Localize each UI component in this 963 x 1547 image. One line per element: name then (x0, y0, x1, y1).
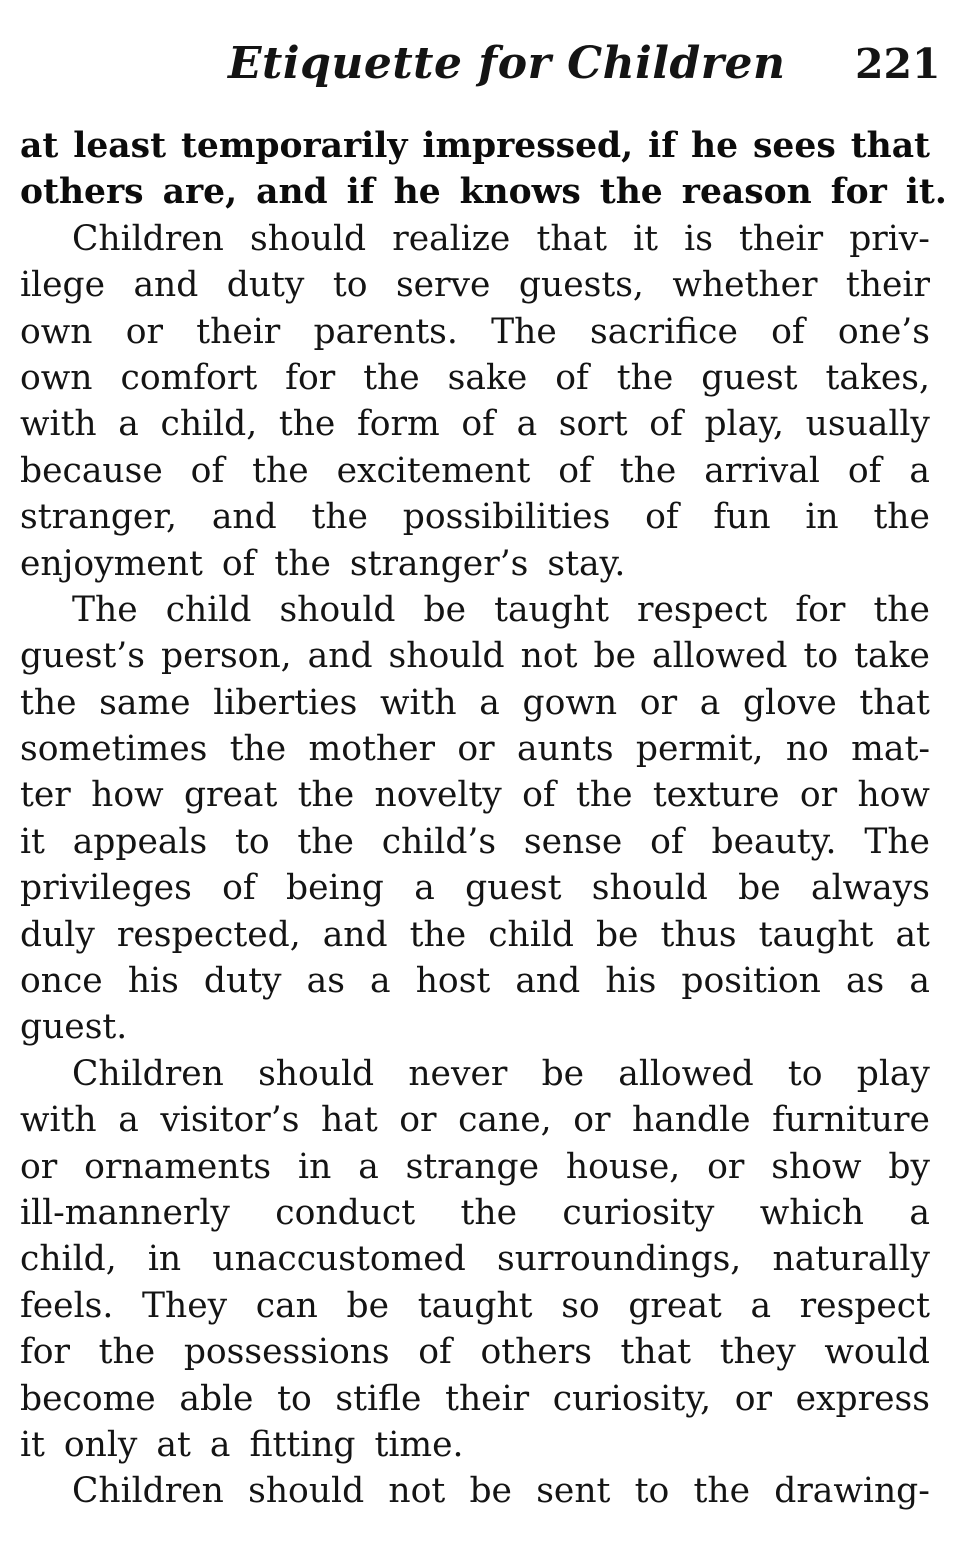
word: child (165, 589, 252, 630)
word: allowed (618, 1053, 754, 1094)
word: be (423, 589, 467, 630)
word: realize (392, 218, 511, 259)
word: or (457, 729, 495, 770)
word: be (595, 914, 639, 955)
word: They (141, 1285, 228, 1326)
word: should (250, 218, 367, 259)
word: able (179, 1378, 254, 1419)
word: with (379, 682, 457, 723)
word: the (873, 497, 930, 538)
text-line (20, 448, 930, 494)
text-line (20, 1051, 930, 1097)
word: the (311, 497, 368, 538)
word: or (707, 1146, 745, 1187)
word: once (20, 961, 103, 1002)
word: the (693, 1471, 751, 1512)
text-line (20, 1329, 930, 1375)
word: as (845, 961, 885, 1002)
word: strange (405, 1146, 540, 1187)
word: respect (636, 589, 768, 630)
word: ilege (20, 265, 105, 306)
word: that (859, 682, 930, 723)
word: in (147, 1239, 182, 1280)
word: allowed (652, 636, 788, 677)
word: great (183, 775, 278, 816)
word: because (20, 450, 163, 491)
word: for (830, 172, 887, 213)
word: knows (459, 172, 581, 213)
word: surroundings, (497, 1239, 742, 1280)
word: to (787, 1053, 823, 1094)
word: guest’s (20, 636, 145, 677)
text-line (20, 1190, 930, 1236)
word: least (73, 126, 167, 166)
word: it. (905, 172, 947, 213)
word: at (895, 914, 930, 955)
word: duty (203, 961, 282, 1002)
word: child, (160, 404, 258, 445)
word: be (593, 636, 636, 677)
word: taught (494, 589, 609, 630)
word: unaccustomed (212, 1239, 466, 1280)
word: of (558, 450, 592, 491)
word: great (628, 1285, 722, 1326)
word: enjoyment (20, 543, 203, 584)
text-line (20, 401, 930, 447)
word: taught (417, 1285, 533, 1326)
word: takes, (825, 357, 930, 398)
text-line (20, 1004, 930, 1050)
word: texture (652, 775, 780, 816)
word: if (346, 172, 375, 213)
text-line (20, 772, 930, 818)
word: beauty. (711, 821, 837, 862)
word: a (414, 868, 435, 909)
word: and (211, 497, 277, 538)
word: Children (72, 218, 224, 259)
text-line (20, 1144, 930, 1190)
word: a (699, 682, 721, 723)
word: usually (805, 404, 930, 445)
word: the (252, 450, 309, 491)
word: furniture (772, 1100, 930, 1141)
word: and (515, 961, 581, 1002)
text-line (20, 865, 930, 911)
word: a (118, 404, 139, 445)
text-line (20, 541, 930, 587)
word: duty (226, 265, 305, 306)
word: of (771, 311, 805, 352)
word: so (561, 1285, 600, 1326)
word: with (20, 404, 97, 445)
word: to (634, 1471, 670, 1512)
text-line (20, 355, 930, 401)
word: he (393, 172, 441, 213)
word: child’s (381, 821, 497, 862)
word: impressed, (422, 126, 634, 166)
word: liberties (213, 682, 358, 723)
word: The (72, 589, 138, 630)
word: play (856, 1053, 930, 1094)
word: not (520, 636, 578, 677)
word: visitor’s (160, 1100, 300, 1141)
word: a (750, 1285, 772, 1326)
word: it (20, 821, 45, 862)
text-line (20, 1422, 930, 1468)
word: or (639, 682, 678, 723)
word: at (20, 126, 59, 166)
word: gown (522, 682, 618, 723)
text-line (20, 216, 930, 262)
word: would (824, 1332, 930, 1373)
word: fitting (249, 1424, 356, 1465)
word: are, (162, 172, 238, 213)
body-text (20, 123, 947, 1515)
word: priv- (849, 218, 930, 259)
word: mother (308, 729, 436, 770)
word: ornaments (84, 1146, 272, 1187)
word: comfort (120, 357, 258, 398)
word: Children (72, 1471, 224, 1512)
word: The (864, 821, 930, 862)
word: form (356, 404, 440, 445)
word: to (277, 1378, 312, 1419)
word: respect (799, 1285, 930, 1326)
word: of (555, 357, 589, 398)
word: and (256, 172, 328, 213)
word: their (845, 265, 930, 306)
word: and (322, 914, 388, 955)
word: permit, (635, 729, 764, 770)
text-line (20, 726, 930, 772)
word: respected, (116, 914, 301, 955)
word: a (516, 404, 538, 445)
word: sacrifice (589, 311, 738, 352)
word: the (98, 1332, 156, 1373)
word: serve (395, 265, 491, 306)
word: express (795, 1378, 930, 1419)
word: his (605, 961, 657, 1002)
word: to (234, 821, 270, 862)
word: own (20, 357, 93, 398)
text-line (20, 958, 930, 1004)
word: for (795, 589, 846, 630)
text-line (20, 587, 930, 633)
word: should (591, 868, 708, 909)
text-line (20, 633, 930, 679)
word: is (684, 218, 713, 259)
word: be (738, 868, 781, 909)
word: The (491, 311, 557, 352)
word: a (909, 961, 930, 1002)
word: excitement (336, 450, 531, 491)
word: their (445, 1378, 530, 1419)
word: can (255, 1285, 318, 1326)
word: of (645, 497, 679, 538)
word: the (575, 775, 633, 816)
word: only (63, 1424, 138, 1465)
word: of (418, 1332, 452, 1373)
word: a (358, 1146, 379, 1187)
text-line (20, 123, 930, 169)
word: sense (523, 821, 623, 862)
word: the (274, 543, 331, 584)
word: the (278, 404, 336, 445)
word: he (691, 126, 739, 166)
word: ter (20, 775, 71, 816)
word: always (811, 868, 930, 909)
word: parents. (313, 311, 458, 352)
word: being (286, 868, 384, 909)
word: guests, (518, 265, 644, 306)
word: their (196, 311, 281, 352)
word: which (759, 1192, 865, 1233)
word: the (409, 914, 467, 955)
text-line (20, 1097, 930, 1143)
word: as (306, 961, 345, 1002)
word: play, (704, 404, 785, 445)
word: his (127, 961, 179, 1002)
word: sees (753, 126, 836, 166)
word: sake (447, 357, 528, 398)
word: the (460, 1192, 517, 1233)
word: temporarily (180, 126, 408, 166)
word: a (370, 961, 391, 1002)
word: should (388, 636, 505, 677)
word: possessions (183, 1332, 390, 1373)
word: in (805, 497, 839, 538)
word: or (734, 1378, 772, 1419)
word: the (297, 821, 354, 862)
word: be (469, 1471, 512, 1512)
running-head (0, 32, 963, 102)
word: child (488, 914, 574, 955)
word: to (332, 265, 368, 306)
word: that (536, 218, 607, 259)
word: drawing- (774, 1471, 930, 1512)
text-line (20, 494, 930, 540)
word: the (20, 682, 77, 723)
word: cane, (458, 1100, 552, 1141)
text-line (20, 912, 930, 958)
word: aunts (516, 729, 614, 770)
word: at (156, 1424, 191, 1465)
word: others (480, 1332, 592, 1373)
word: the (873, 589, 930, 630)
word: curiosity (562, 1192, 715, 1233)
word: of (522, 775, 556, 816)
word: their (739, 218, 824, 259)
word: of (222, 868, 256, 909)
text-line (20, 680, 930, 726)
word: never (408, 1053, 508, 1094)
word: whether (672, 265, 818, 306)
word: it (20, 1424, 45, 1465)
text-line (20, 309, 930, 355)
running-title: Etiquette for Children (228, 38, 786, 89)
word: of (847, 450, 882, 491)
word: possibilities (402, 497, 611, 538)
word: for (20, 1332, 71, 1373)
word: stifle (335, 1378, 422, 1419)
text-line (20, 262, 930, 308)
word: novelty (374, 775, 502, 816)
word: time. (374, 1424, 464, 1465)
word: house, (565, 1146, 681, 1187)
word: show (771, 1146, 862, 1187)
text-line (20, 1376, 930, 1422)
word: taught (758, 914, 874, 955)
word: a (118, 1100, 139, 1141)
word: stranger’s (349, 543, 529, 584)
word: the (363, 357, 420, 398)
word: a (209, 1424, 231, 1465)
word: the (616, 357, 674, 398)
word: glove (742, 682, 837, 723)
word: should (248, 1471, 365, 1512)
word: by (888, 1146, 930, 1187)
word: if (648, 126, 677, 166)
word: not (388, 1471, 446, 1512)
word: should (279, 589, 396, 630)
word: how (857, 775, 930, 816)
word: same (99, 682, 191, 723)
word: of (649, 404, 683, 445)
word: arrival (704, 450, 820, 491)
word: privileges (20, 868, 192, 909)
word: sent (536, 1471, 611, 1512)
page-number: 221 (855, 40, 941, 88)
word: sometimes (20, 729, 208, 770)
word: become (20, 1378, 156, 1419)
word: curiosity, (552, 1378, 712, 1419)
word: guest (701, 357, 798, 398)
word: a (479, 682, 500, 723)
word: or (20, 1146, 58, 1187)
word: mat- (851, 729, 930, 770)
word: position (681, 961, 821, 1002)
word: they (719, 1332, 796, 1373)
word: to (803, 636, 839, 677)
text-line (20, 1468, 930, 1514)
word: child, (20, 1239, 117, 1280)
word: others (20, 172, 144, 213)
word: of (461, 404, 495, 445)
word: in (298, 1146, 332, 1187)
text-line (20, 1236, 930, 1282)
word: stay. (547, 543, 626, 584)
word: be (346, 1285, 390, 1326)
word: sort (558, 404, 628, 445)
word: guest. (20, 1007, 128, 1048)
word: a (909, 450, 930, 491)
word: feels. (20, 1285, 114, 1326)
word: the (297, 775, 355, 816)
word: fun (713, 497, 771, 538)
word: naturally (772, 1239, 930, 1280)
word: and (133, 265, 199, 306)
word: reason (681, 172, 812, 213)
word: appeals (72, 821, 208, 862)
word: the (229, 729, 287, 770)
word: person, (160, 636, 292, 677)
word: a (909, 1192, 930, 1233)
word: of (650, 821, 684, 862)
word: or (799, 775, 838, 816)
word: and (307, 636, 373, 677)
text-line (20, 1283, 930, 1329)
word: or (399, 1100, 437, 1141)
word: that (620, 1332, 692, 1373)
word: of (221, 543, 256, 584)
text-line (20, 169, 947, 215)
word: how (91, 775, 164, 816)
word: that (850, 126, 930, 166)
word: host (415, 961, 491, 1002)
word: Children (72, 1053, 224, 1094)
word: stranger, (20, 497, 178, 538)
word: of (190, 450, 225, 491)
word: the (599, 172, 663, 213)
word: or (125, 311, 164, 352)
word: no (785, 729, 829, 770)
word: or (573, 1100, 611, 1141)
word: one’s (837, 311, 930, 352)
word: should (258, 1053, 375, 1094)
word: it (633, 218, 659, 259)
word: thus (660, 914, 737, 955)
word: conduct (275, 1192, 416, 1233)
word: duly (20, 914, 95, 955)
word: handle (632, 1100, 751, 1141)
word: for (285, 357, 336, 398)
word: ill-mannerly (20, 1192, 230, 1233)
word: guest (465, 868, 562, 909)
word: the (619, 450, 677, 491)
word: hat (321, 1100, 378, 1141)
word: take (854, 636, 930, 677)
text-line (20, 819, 930, 865)
word: with (20, 1100, 97, 1141)
word: be (541, 1053, 585, 1094)
word: own (20, 311, 93, 352)
